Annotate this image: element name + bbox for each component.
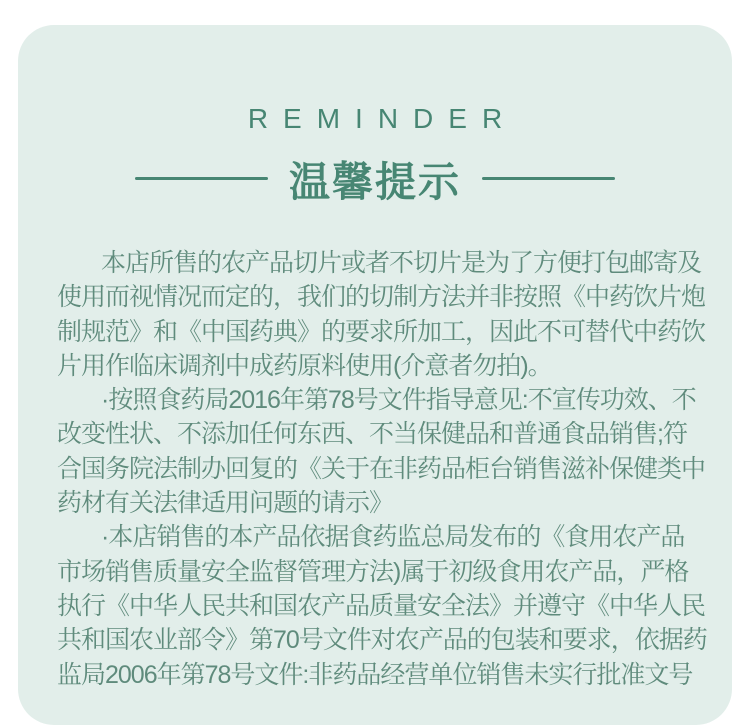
notice-line: ·本店销售的本产品依据食药监总局发布的《食用农产品: [101, 523, 685, 552]
notice-line: 市场销售质量安全监督管理方法)属于初级食用农产品，严格: [57, 557, 689, 586]
notice-line: 制规范》和《中国药典》的要求所加工，因此不可替代中药饮: [57, 317, 706, 346]
notice-line: 改变性状、不添加任何东西、不当保健品和普通食品销售;符: [57, 420, 687, 449]
notice-line: ·按照食药局2016年第78号文件指导意见:不宣传功效、不: [101, 386, 696, 415]
notice-line: 合国务院法制办回复的《关于在非药品柜台销售滋补保健类中: [57, 454, 706, 483]
notice-line: 药材有关法律适用问题的请示》: [57, 489, 394, 518]
notice-line: 共和国农业部令》第70号文件对农产品的包装和要求，依据药: [57, 626, 707, 655]
notice-text-block: [57, 246, 707, 692]
subtitle-dash-right: [482, 177, 615, 180]
notice-line: 片用作临床调剂中成药原料使用(介意者勿拍)。: [57, 351, 552, 380]
notice-line: 执行《中华人民共和国农产品质量安全法》并遵守《中华人民: [57, 591, 706, 620]
notice-line: 监局2006年第78号文件:非药品经营单位销售未实行批准文号: [57, 660, 693, 689]
notice-line: 使用而视情况而定的，我们的切制方法并非按照《中药饮片炮: [57, 283, 706, 312]
subtitle-dash-left: [135, 177, 268, 180]
notice-panel: [18, 25, 732, 725]
reminder-title-zh: 温馨提示: [289, 158, 461, 205]
reminder-title-en: REMINDER: [247, 103, 518, 134]
reminder-subtitle-row: [18, 152, 732, 204]
notice-line: 本店所售的农产品切片或者不切片是为了方便打包邮寄及: [101, 249, 702, 277]
